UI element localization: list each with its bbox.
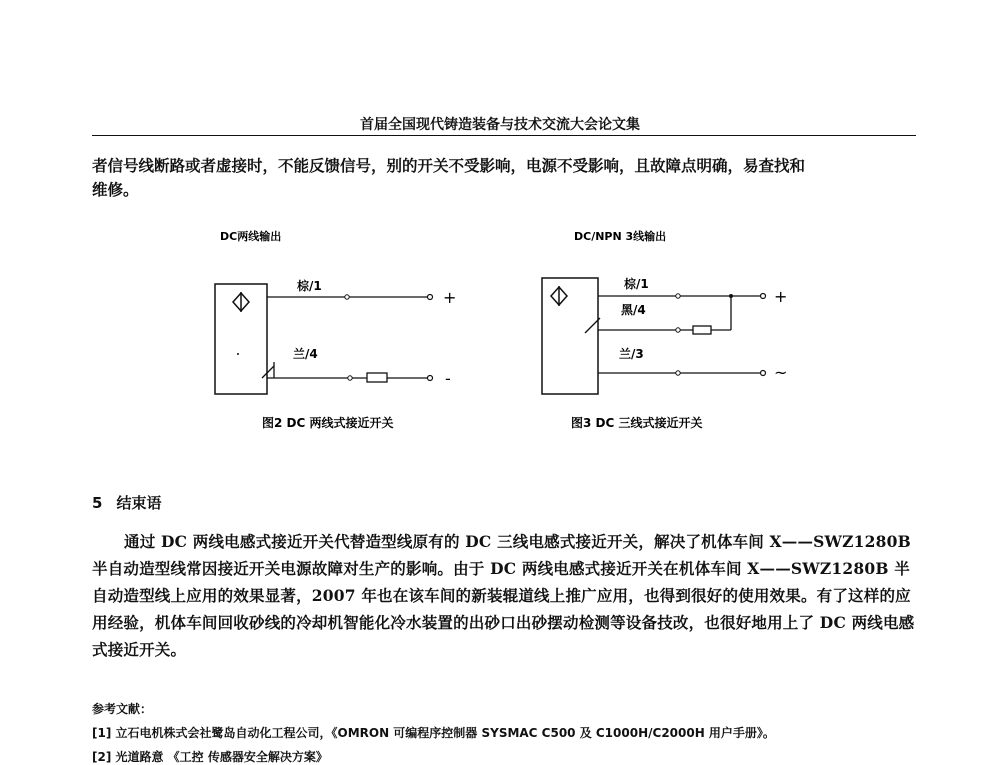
running-head: 首届全国现代铸造装备与技术交流大会论文集 <box>360 117 640 133</box>
terminal-minus <box>428 376 433 381</box>
wire-label-blue: 兰/4 <box>293 347 318 361</box>
terminal-sign-plus: + <box>443 288 457 307</box>
wire-label-blue: 兰/3 <box>619 347 644 361</box>
load-resistor <box>693 326 711 334</box>
references-title: 参考文献： <box>92 702 153 716</box>
wire-label-black: 黑/4 <box>621 303 646 317</box>
terminal-sign-minus: ~ <box>774 363 788 382</box>
terminal-minus <box>761 371 766 376</box>
figure-caption: 图3 DC 三线式接近开关 <box>571 416 703 430</box>
dot-mark <box>237 353 239 355</box>
figure-2 <box>215 229 456 430</box>
section-title: 结束语 <box>116 494 162 512</box>
paragraph-line: 者信号线断路或者虚接时，不能反馈信号，别的开关不受影响，电源不受影响，且故障点明确，易查找和 <box>92 156 806 175</box>
terminal-plus <box>761 294 766 299</box>
proximity-sensor-icon <box>551 286 567 306</box>
paragraph-line: 维修。 <box>92 180 139 199</box>
junction <box>676 328 680 332</box>
wire-label-brown: 棕/1 <box>297 279 322 293</box>
terminal-sign-minus: - <box>445 369 451 388</box>
terminal-plus <box>428 295 433 300</box>
reference-item: [2] 光道路意 《工控 传感器安全解决方案》 <box>92 750 328 764</box>
junction <box>345 295 349 299</box>
junction <box>676 294 680 298</box>
figure-caption: 图2 DC 两线式接近开关 <box>262 416 394 430</box>
figure-title: DC两线输出 <box>220 230 282 243</box>
proximity-sensor-icon <box>233 292 249 312</box>
section-number: 5 <box>92 494 103 512</box>
sensor-box <box>542 278 598 394</box>
conclusion-paragraph: 通过 DC 两线电感式接近开关代替造型线原有的 DC 三线电感式接近开关，解决了机体车间 X——SWZ1280B 半自动造型线常因接近开关电源故障对生产的影响。由于 DC 两线电感式接近开关在机体车间 X——SWZ1280B 半自动造型线上应用的效果显著，2007 年也在该车间的新装辊道线上推广应用，也得到很好的使用效果。有了这样的应用经验，机体车间回收砂线的冷却机智能化冷水装置的出砂口出砂摆动检测等设备技改，也很好地用上了 DC 两线电感式接近开关。 <box>92 532 915 659</box>
junction <box>676 371 680 375</box>
section-heading <box>92 492 161 513</box>
figure-title: DC/NPN 3线输出 <box>574 230 667 243</box>
reference-item: [1] 立石电机株式会社鹭岛自动化工程公司，《OMRON 可编程序控制器 SYSMAC C500 及 C1000H/C2000H 用户手册》。 <box>92 726 775 740</box>
load-resistor <box>367 373 387 382</box>
junction <box>348 376 352 380</box>
terminal-sign-plus: + <box>774 287 788 306</box>
figure-3 <box>542 229 787 430</box>
switch-contact <box>262 366 274 378</box>
wire-label-brown: 棕/1 <box>624 277 649 291</box>
